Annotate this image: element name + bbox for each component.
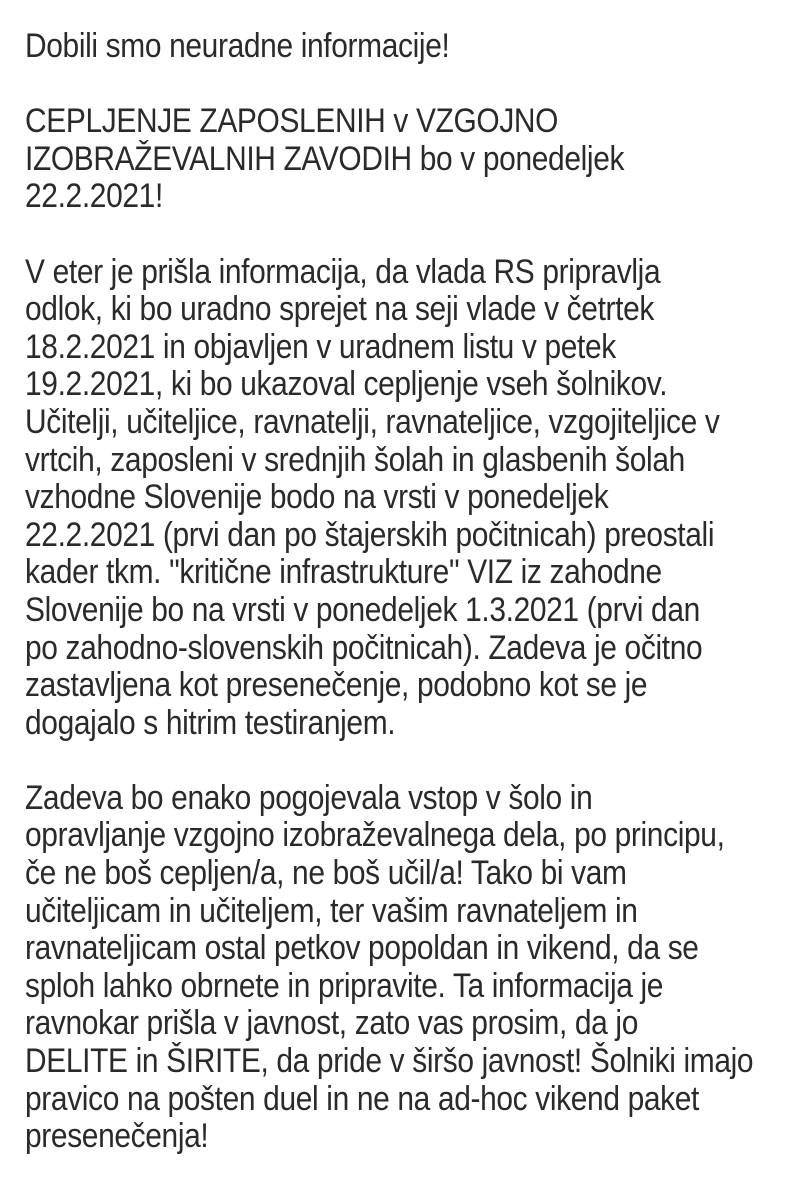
text-line: 19.2.2021, ki bo ukazoval cepljenje vseh šolnikov. bbox=[25, 365, 668, 404]
text-line: IZOBRAŽEVALNIH ZAVODIH bo v ponedeljek bbox=[25, 139, 625, 178]
text-line: CEPLJENJE ZAPOSLENIH v VZGOJNO bbox=[25, 102, 559, 141]
text-line: če ne boš cepljen/a, ne boš učil/a! Tako bi vam bbox=[25, 854, 627, 893]
text-line: 22.2.2021 (prvi dan po štajerskih počitnicah) preostali bbox=[25, 515, 715, 554]
text-line: dogajalo s hitrim testiranjem. bbox=[25, 703, 396, 742]
text-line: odlok, ki bo uradno sprejet na seji vlade v četrtek bbox=[25, 290, 655, 329]
headline-paragraph bbox=[25, 103, 774, 216]
text-line: pravico na pošten duel in ne na ad-hoc vikend paket bbox=[25, 1079, 700, 1118]
closing-paragraph bbox=[25, 780, 774, 1156]
text-line: ravnateljicam ostal petkov popoldan in vikend, da se bbox=[25, 929, 699, 968]
text-line: Dobili smo neuradne informacije! bbox=[25, 27, 450, 65]
text-line: 22.2.2021! bbox=[25, 177, 163, 216]
text-line: 18.2.2021 in objavljen v uradnem listu v petek bbox=[25, 327, 616, 366]
text-line: opravljanje vzgojno izobraževalnega dela, po principu, bbox=[25, 816, 725, 855]
text-line: sploh lahko obrnete in pripravite. Ta informacija je bbox=[25, 966, 664, 1005]
text-line: učiteljicam in učiteljem, ter vašim ravnateljem in bbox=[25, 891, 638, 930]
text-line: Učitelji, učiteljice, ravnatelji, ravnateljice, vzgojiteljice v bbox=[25, 402, 720, 441]
text-line: Slovenije bo na vrsti v ponedeljek 1.3.2021 (prvi dan bbox=[25, 590, 700, 629]
text-line: V eter je prišla informacija, da vlada RS pripravlja bbox=[25, 252, 661, 291]
text-line: vzhodne Slovenije bodo na vrsti v ponedeljek bbox=[25, 478, 609, 517]
text-line: presenečenja! bbox=[25, 1117, 209, 1156]
text-line: ravnokar prišla v javnost, zato vas prosim, da jo bbox=[25, 1004, 639, 1043]
text-line: zastavljena kot presenečenje, podobno kot se je bbox=[25, 666, 648, 705]
text-line: DELITE in ŠIRITE, da pride v širšo javnost! Šolniki imajo bbox=[25, 1042, 754, 1081]
intro-paragraph bbox=[25, 28, 774, 66]
text-line: Zadeva bo enako pogojevala vstop v šolo in bbox=[25, 778, 593, 817]
text-line: po zahodno-slovenskih počitnicah). Zadeva je očitno bbox=[25, 628, 703, 667]
body-paragraph bbox=[25, 254, 774, 743]
text-line: vrtcih, zaposleni v srednjih šolah in glasbenih šolah bbox=[25, 440, 685, 479]
text-line: kader tkm. "kritične infrastrukture" VIZ iz zahodne bbox=[25, 553, 662, 592]
